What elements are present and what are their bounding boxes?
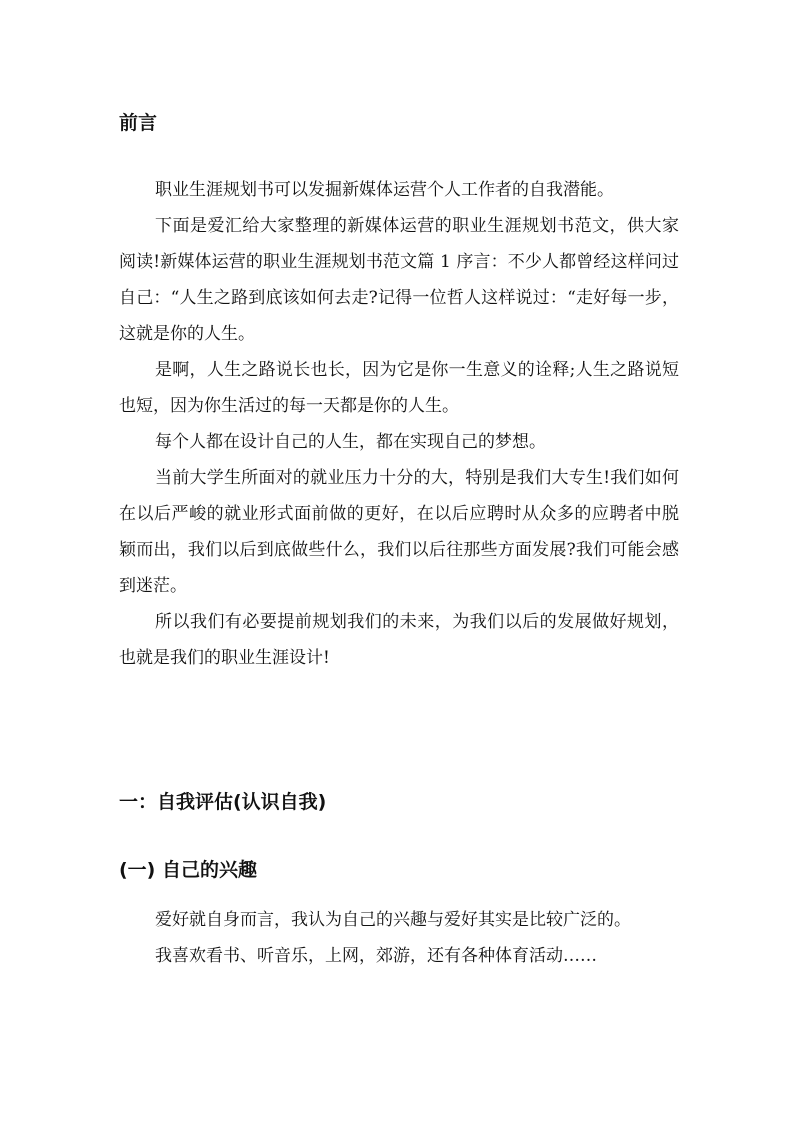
heading-preface: 前言: [119, 112, 158, 134]
paragraph: 职业生涯规划书可以发掘新媒体运营个人工作者的自我潜能。: [155, 180, 614, 200]
preface-body: [119, 172, 679, 676]
paragraph: 当前大学生所面对的就业压力十分的大，特别是我们大专生!我们如何在以后严峻的就业形式面前做的更好，在以后应聘时从众多的应聘者中脱颖而出，我们以后到底做些什么，我们以后往那些方面发展?我们可能会感到迷茫。: [119, 468, 679, 596]
paragraph: 下面是爱汇给大家整理的新媒体运营的职业生涯规划书范文，供大家阅读!新媒体运营的职业生涯规划书范文篇 1 序言：不少人都曾经这样问过自己：“人生之路到底该如何去走?记得一位哲人这样说过：“走好每一步，这就是你的人生。: [119, 216, 679, 344]
interests-body: [119, 902, 631, 974]
paragraph: 每个人都在设计自己的人生，都在实现自己的梦想。: [155, 432, 546, 452]
paragraph: 是啊，人生之路说长也长，因为它是你一生意义的诠释;人生之路说短也短，因为你生活过的每一天都是你的人生。: [119, 360, 679, 416]
paragraph: 所以我们有必要提前规划我们的未来，为我们以后的发展做好规划，也就是我们的职业生涯设计!: [119, 612, 679, 668]
heading-self-assessment: 一：自我评估(认识自我): [119, 791, 327, 813]
heading-interests: (一) 自己的兴趣: [119, 859, 257, 881]
paragraph: 爱好就自身而言，我认为自己的兴趣与爱好其实是比较广泛的。: [155, 910, 631, 930]
paragraph: 我喜欢看书、听音乐，上网，郊游，还有各种体育活动……: [155, 946, 597, 966]
